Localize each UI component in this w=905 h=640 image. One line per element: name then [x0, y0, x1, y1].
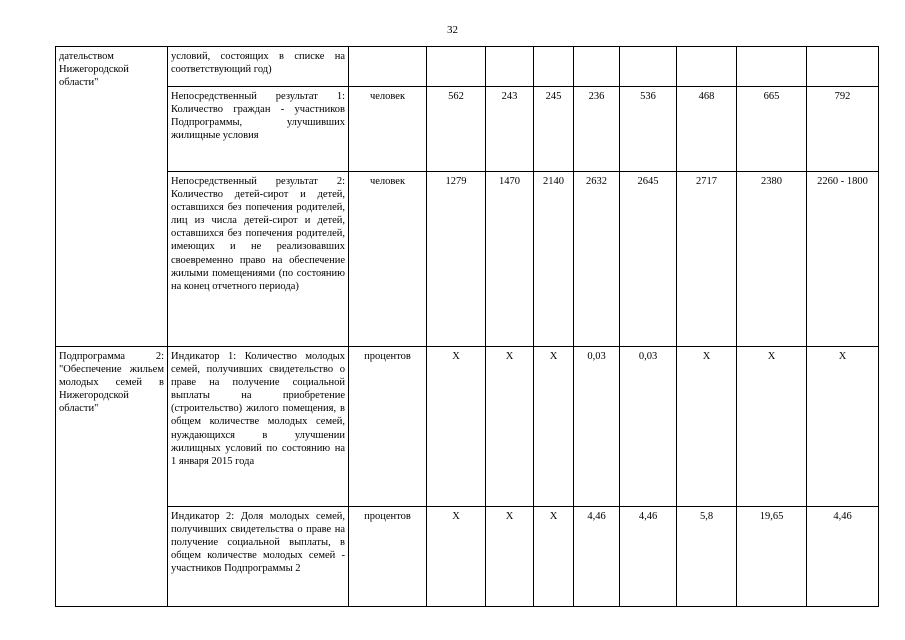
- value-cell: X: [534, 347, 574, 507]
- value-cell: 4,46: [620, 507, 677, 607]
- value-cell: 0,03: [620, 347, 677, 507]
- unit-cell: человек: [349, 172, 427, 347]
- table-row: [56, 347, 879, 507]
- value-cell: [620, 47, 677, 87]
- indicator-cell: Индикатор 2: Доля молодых семей, получивших свидетельства о праве на получение социальной выплаты, в общем количестве молодых семей - участников Подпрограммы 2: [168, 507, 349, 607]
- value-cell: 236: [574, 87, 620, 172]
- value-cell: 4,46: [807, 507, 879, 607]
- value-cell: 562: [427, 87, 486, 172]
- value-cell: 1279: [427, 172, 486, 347]
- table-row: [56, 47, 879, 87]
- value-cell: X: [737, 347, 807, 507]
- value-cell: [737, 47, 807, 87]
- value-cell: 2632: [574, 172, 620, 347]
- value-cell: [807, 47, 879, 87]
- value-cell: 468: [677, 87, 737, 172]
- value-cell: 2140: [534, 172, 574, 347]
- value-cell: X: [807, 347, 879, 507]
- value-cell: 792: [807, 87, 879, 172]
- unit-cell: человек: [349, 87, 427, 172]
- unit-cell: [349, 47, 427, 87]
- value-cell: [427, 47, 486, 87]
- value-cell: [486, 47, 534, 87]
- value-cell: X: [534, 507, 574, 607]
- value-cell: 536: [620, 87, 677, 172]
- value-cell: X: [427, 347, 486, 507]
- value-cell: 4,46: [574, 507, 620, 607]
- value-cell: X: [427, 507, 486, 607]
- section-cell: дательством Нижегородской области": [56, 47, 168, 347]
- value-cell: 5,8: [677, 507, 737, 607]
- value-cell: X: [486, 507, 534, 607]
- section-cell: Подпрограмма 2: "Обеспечение жильем молодых семей в Нижегородской области": [56, 347, 168, 607]
- indicator-cell: условий, состоящих в списке на соответствующий год): [168, 47, 349, 87]
- indicator-cell: Непосредственный результат 2: Количество детей-сирот и детей, оставшихся без попечения родителей, лиц из числа детей-сирот и детей, оставшихся без попечения родителей, имеющих и не реализовавших своевременно право на обеспечение жилыми помещениями (по состоянию на конец отчетного периода): [168, 172, 349, 347]
- indicator-cell: Индикатор 1: Количество молодых семей, получивших свидетельство о праве на получение социальной выплаты на приобретение (строительство) жилого помещения, в общем количестве молодых семей, нуждающихся в улучшении жилищных условий по состоянию на 1 января 2015 года: [168, 347, 349, 507]
- value-cell: [677, 47, 737, 87]
- unit-cell: процентов: [349, 347, 427, 507]
- value-cell: 243: [486, 87, 534, 172]
- table-row: [56, 507, 879, 607]
- value-cell: [574, 47, 620, 87]
- value-cell: 0,03: [574, 347, 620, 507]
- value-cell: 2380: [737, 172, 807, 347]
- indicators-table: [55, 46, 879, 607]
- value-cell: 665: [737, 87, 807, 172]
- value-cell: 2717: [677, 172, 737, 347]
- value-cell: X: [677, 347, 737, 507]
- value-cell: 2645: [620, 172, 677, 347]
- table-row: [56, 87, 879, 172]
- value-cell: 2260 - 1800: [807, 172, 879, 347]
- value-cell: [534, 47, 574, 87]
- value-cell: X: [486, 347, 534, 507]
- table-row: [56, 172, 879, 347]
- value-cell: 1470: [486, 172, 534, 347]
- value-cell: 245: [534, 87, 574, 172]
- page-number: 32: [447, 24, 458, 36]
- unit-cell: процентов: [349, 507, 427, 607]
- value-cell: 19,65: [737, 507, 807, 607]
- indicator-cell: Непосредственный результат 1: Количество граждан - участников Подпрограммы, улучшивших жилищные условия: [168, 87, 349, 172]
